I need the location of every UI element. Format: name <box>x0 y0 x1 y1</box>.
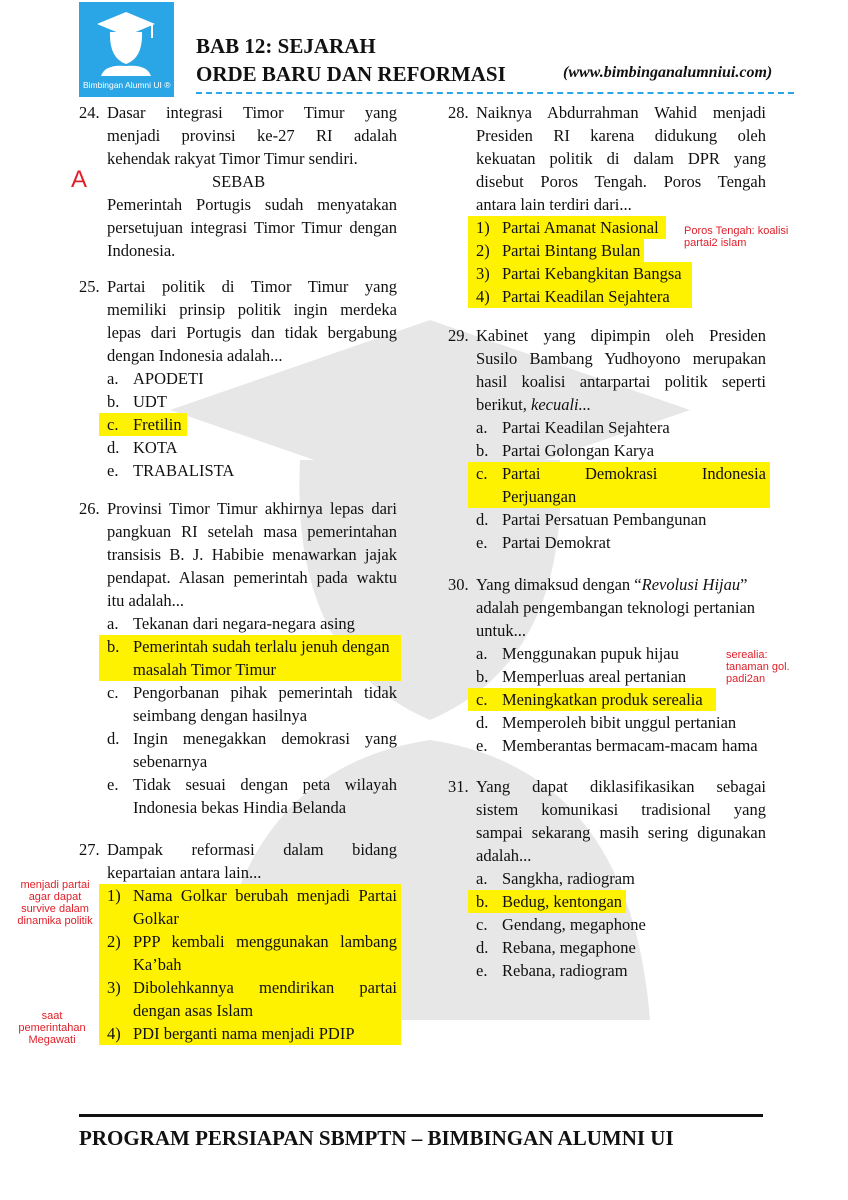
option-e: e. Memberantas bermacam-macam hama <box>476 736 758 755</box>
question-text: Pemerintah Portugis sudah menyatakan <box>107 195 397 214</box>
question-text: Dampak reformasi dalam bidang <box>107 840 397 859</box>
option-d: d. Rebana, megaphone <box>476 938 636 957</box>
note-q28-poros-tengah: Poros Tengah: koalisi partai2 islam <box>684 225 789 249</box>
note-q27-megawati: saat pemerintahan Megawati <box>18 1010 86 1046</box>
header-divider <box>196 92 794 94</box>
question-number: 26. <box>79 499 100 518</box>
question-text: Indonesia. <box>107 241 176 260</box>
question-text: menjadi provinsi ke-27 RI adalah <box>107 126 397 145</box>
option-1-highlighted: 1) Partai Amanat Nasional <box>468 216 666 239</box>
logo-text: Bimbingan Alumni UI ® <box>83 80 171 90</box>
option-a: a. Partai Keadilan Sejahtera <box>476 418 670 437</box>
option-d: d. KOTA <box>107 438 178 457</box>
option-c-highlighted: c. Partai Demokrasi Indonesia Perjuangan <box>468 462 770 508</box>
question-text: dengan Indonesia adalah... <box>107 346 283 365</box>
question-text: pangkuan RI setelah masa pemerintahan <box>107 522 397 541</box>
chapter-subtitle: ORDE BARU DAN REFORMASI <box>196 62 506 86</box>
question-text: antara lain terdiri dari... <box>476 195 632 214</box>
question-number: 30. <box>448 575 469 594</box>
question-text: Yang dimaksud dengan “Revolusi Hijau” <box>476 575 748 594</box>
option-c-highlighted: c. Meningkatkan produk serealia <box>468 688 716 711</box>
option-2-highlighted: 2) Partai Bintang Bulan <box>468 239 644 262</box>
website-url: (www.bimbinganalumniui.com) <box>563 64 773 81</box>
option-b: b. UDT <box>107 392 167 411</box>
option-3: 3) Dibolehkannya mendirikan partai dengan asas Islam <box>107 978 397 1020</box>
question-text: pendapat. Alasan pemerintah pada waktu <box>107 568 397 587</box>
chapter-title: BAB 12: SEJARAH <box>196 34 376 58</box>
question-number: 28. <box>448 103 469 122</box>
question-number: 25. <box>79 277 100 296</box>
question-text: transisis B. J. Habibie menawarkan jajak <box>107 545 397 564</box>
question-text: kekuatan politik di dalam DPR yang <box>476 149 766 168</box>
question-text: Susilo Bambang Yudhoyono merupakan <box>476 349 766 368</box>
question-text: hasil koalisi antarpartai politik seperti <box>476 372 766 391</box>
option-b-highlighted: b. Bedug, kentongan <box>468 890 626 913</box>
option-e: e. TRABALISTA <box>107 461 235 480</box>
option-a: a. Menggunakan pupuk hijau <box>476 644 679 663</box>
option-c-highlighted: c. Fretilin <box>99 413 187 436</box>
option-b: b. Partai Golongan Karya <box>476 441 655 460</box>
question-number: 31. <box>448 777 469 796</box>
question-number: 29. <box>448 326 469 345</box>
question-text: Dasar integrasi Timor Timur yang <box>107 103 397 122</box>
question-text: memiliki prinsip politik ingin merdeka <box>107 300 397 319</box>
option-e: e. Partai Demokrat <box>476 533 611 552</box>
question-text: Presiden RI karena didukung oleh <box>476 126 766 145</box>
footer-divider <box>79 1114 763 1117</box>
question-text: berikut, kecuali... <box>476 395 592 414</box>
sebab-label: SEBAB <box>212 172 266 191</box>
question-text: Yang dapat diklasifikasikan sebagai <box>476 777 766 796</box>
option-3-highlighted: 3) Partai Kebangkitan Bangsa <box>468 262 692 285</box>
option-4-highlighted: 4) Partai Keadilan Sejahtera <box>468 285 692 308</box>
note-q30-serealia: serealia: tanaman gol. padi2an <box>726 649 790 685</box>
option-2: 2) PPP kembali menggunakan lambang Ka’bah <box>107 932 397 974</box>
question-text: adalah pengembangan teknologi pertanian <box>476 598 756 617</box>
question-text: kehendak rakyat Timor Timur sendiri. <box>107 149 358 168</box>
option-4: 4) PDI berganti nama menjadi PDIP <box>107 1024 355 1043</box>
note-q27-survive: menjadi partai agar dapat survive dalam dinamika politik <box>17 879 93 927</box>
option-c: c. Gendang, megaphone <box>476 915 646 934</box>
question-text: lepas dari Portugis dan tidak bergabung <box>107 323 397 342</box>
question-number: 24. <box>79 103 100 122</box>
option-b-highlighted: b. Pemerintah sudah terlalu jenuh dengan masalah Timor Timur <box>99 635 401 681</box>
question-text: sampai sekarang masih sering digunakan <box>476 823 766 842</box>
question-text: itu adalah... <box>107 591 184 610</box>
option-a: a. APODETI <box>107 369 204 388</box>
highlighted-options <box>99 884 401 1045</box>
option-c: c. Pengorbanan pihak pemerintah tidak seimbang dengan hasilnya <box>107 683 397 725</box>
footer-text: PROGRAM PERSIAPAN SBMPTN – BIMBINGAN ALUMNI UI <box>79 1126 674 1150</box>
question-text: disebut Poros Tengah. Poros Tengah <box>476 172 766 191</box>
question-text: untuk... <box>476 621 526 640</box>
option-b: b. Memperluas areal pertanian <box>476 667 687 686</box>
option-e: e. Rebana, radiogram <box>476 961 628 980</box>
option-a: a. Tekanan dari negara-negara asing <box>107 614 355 633</box>
option-d: d. Partai Persatuan Pembangunan <box>476 510 707 529</box>
question-text: Partai politik di Timor Timur yang <box>107 277 397 296</box>
question-text: Provinsi Timor Timur akhirnya lepas dari <box>107 499 397 518</box>
question-text: kepartaian antara lain... <box>107 863 262 882</box>
option-e: e. Tidak sesuai dengan peta wilayah Indonesia bekas Hindia Belanda <box>107 775 397 817</box>
question-text: persetujuan integrasi Timor Timur dengan <box>107 218 397 237</box>
question-text: sistem komunikasi tradisional yang <box>476 800 766 819</box>
brand-logo <box>79 2 174 97</box>
answer-annotation-24: A <box>71 166 88 193</box>
option-1: 1) Nama Golkar berubah menjadi Partai Golkar <box>107 886 397 928</box>
option-a: a. Sangkha, radiogram <box>476 869 635 888</box>
question-number: 27. <box>79 840 100 859</box>
question-text: Kabinet yang dipimpin oleh Presiden <box>476 326 766 345</box>
option-d: d. Ingin menegakkan demokrasi yang sebenarnya <box>107 729 397 771</box>
question-text: Naiknya Abdurrahman Wahid menjadi <box>476 103 766 122</box>
graduate-logo-icon <box>79 6 174 76</box>
question-text: adalah... <box>476 846 532 865</box>
option-d: d. Memperoleh bibit unggul pertanian <box>476 713 737 732</box>
